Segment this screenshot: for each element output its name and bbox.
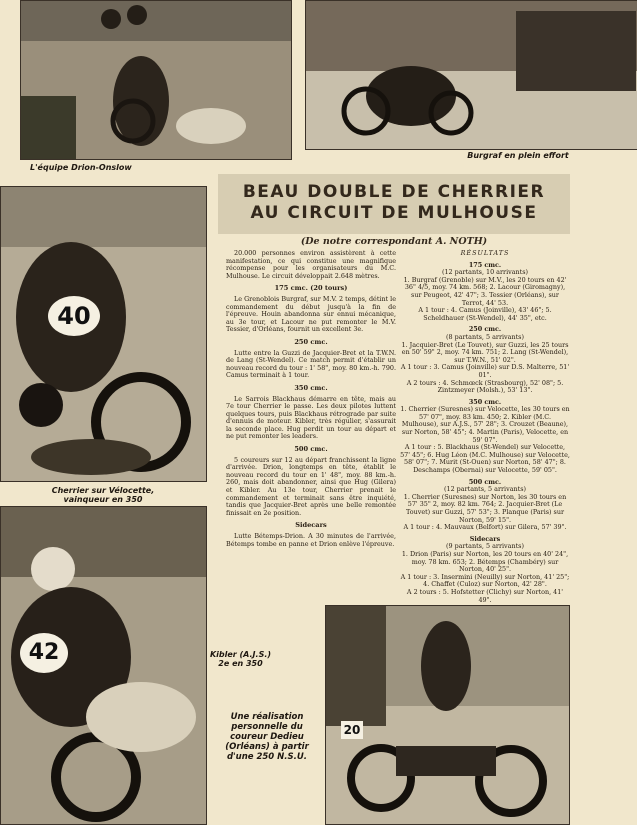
results-line: 1. Cherrier (Suresnes) sur Norton, les 30 tours en 57' 35" 2, moy. 82 km. 764; 2. Jacquier-Bret (Le Touvet) sur Guzzi, 57' 53"; 3. Planque (Paris) sur Norton, 59' 15". (403, 492, 567, 524)
results-class-heading: 500 cmc. (468, 477, 502, 486)
results-line: A 2 tours : 4. Schmœck (Strasbourg), 52' 08"; 5. Zintzmeyer (Molsh.), 53' 13". (406, 378, 564, 395)
paragraph-350: Le Sarrois Blackhaus démarre en tête, mais au 7e tour Cherrier le passe. Les deux pilotes luttent quelques tours, puis Blackhaus rétrograde par suite d'ennuis de moteur. Kibler, très régulier, s'assurait la seconde place. Hug perdit un tour au départ et ne put remonter les leaders. (226, 394, 396, 441)
results-line: 1. Burgraf (Grenoble) sur M.V., les 20 tours en 42' 36" 4/5, moy. 74 km. 568; 2. Lacour (Giromagny), sur Peugeot, 42' 47"; 3. Tessier (Orléans), sur Terrot, 44' 53. (403, 275, 567, 307)
heading-500: 500 cmc. (294, 445, 328, 454)
results-line: A 1 tour : 3. Camus (Joinville) sur D.S. Malterre, 51' 01". (400, 363, 570, 379)
caption-burgraf: Burgraf en plein effort (467, 151, 569, 160)
caption-cherrier-1: Cherrier sur Vélocette, (51, 486, 155, 495)
race-number-42: 42 (20, 633, 68, 673)
results-line: (8 partants, 5 arrivants) (446, 332, 524, 341)
race-number-40: 40 (48, 296, 100, 336)
article-body (226, 250, 396, 553)
results-line: A 1 tour : 5. Blackhaus (St-Wendel) sur Velocette, 57' 45"; 6. Hug Léon (M.C. Mulhouse) sur Velocette, 58' 07"; 7. Murit (St-Ouen) sur Norton, 58' 47"; 8. Deschamps (Obernai) sur Velocette, 59' 05". (400, 443, 570, 475)
caption-dedieu-line: (Orléans) à partir (225, 742, 309, 752)
caption-drion-onslow: L'équipe Drion-Onslow (30, 163, 132, 172)
heading-175: 175 cmc. (20 tours) (274, 284, 348, 293)
article-title (218, 174, 570, 234)
heading-350: 350 cmc. (294, 383, 328, 392)
caption-cherrier-2: vainqueur en 350 (63, 495, 143, 504)
caption-dedieu (218, 712, 316, 762)
results-class-heading: 250 cmc. (468, 325, 502, 334)
results-line: A 1 tour : 4. Camus (Joinville), 43' 46"; 5. Scheldhauer (St-Wendel), 44' 35", etc. (418, 306, 552, 322)
caption-dedieu-line: personnelle du (231, 722, 303, 732)
results-list (400, 262, 570, 605)
results-line: (9 partants, 5 arrivants) (446, 542, 524, 551)
photo-drion-onslow (20, 0, 292, 160)
paragraph-sidecars: Lutte Bétemps-Drion. A 30 minutes de l'arrivée, Bétemps tombe en panne et Drion enlève l'épreuve. (226, 532, 396, 548)
caption-dedieu-line: coureur Dedieu (230, 732, 304, 742)
title-line-2: AU CIRCUIT DE MULHOUSE (250, 203, 538, 223)
photo-cherrier (0, 186, 207, 482)
caption-dedieu-line: Une réalisation (230, 712, 304, 722)
paragraph-250: Lutte entre la Guzzi de Jacquier-Bret et la T.W.N. de Lang (St-Wendel). Ce match permit d'établir un nouveau record du tour : 1' 58", moy. 80 km.-h. 790. Camus terminait à 1 tour. (226, 348, 396, 380)
results-line: (12 partants, 5 arrivants) (444, 485, 526, 494)
results-heading: RÉSULTATS (460, 249, 510, 257)
paragraph-175: Le Grenoblois Burgraf, sur M.V. 2 temps, détint le commandement du début jusqu'à la fin de l'épreuve. Houin abandonna sur ennui mécanique, au 3e tour, et Lacour ne put remonter le M.V. Tessier, d'Orléans, fournit un excellent 3e. (226, 294, 396, 334)
paragraph-500: 5 coureurs sur 12 au départ franchissent la ligne d'arrivée. Drion, longtemps en tête, établit le nouveau record du tour en 1' 48", moy. 88 km.-h. 260, mais doit abandonner, ainsi que Hug (Gilera) et Kibler. Au 13e tour, Cherrier prenait le commandement et terminait sans être inquiété, tandis que Jacquier-Bret après une belle remontée finissait en 2e position. (226, 455, 396, 517)
results-column (400, 250, 570, 604)
heading-250: 250 cmc. (294, 337, 328, 346)
article-subtitle: (De notre correspondant A. NOTH) (300, 236, 488, 247)
results-class-heading: 175 cmc. (468, 260, 502, 269)
photo-dedieu-nsu (325, 605, 570, 825)
caption-kibler-2: 2e en 350 (218, 659, 263, 668)
race-number-20: 20 (341, 721, 363, 739)
results-class-heading: 350 cmc. (468, 397, 502, 406)
results-line: (12 partants, 10 arrivants) (441, 268, 529, 277)
caption-kibler-1: Kibler (A.J.S.) (209, 650, 272, 659)
title-line-1: BEAU DOUBLE DE CHERRIER (242, 182, 546, 202)
results-line: A 1 tour : 4. Mauvaux (Belfort) sur Gilera, 57' 39". (403, 523, 567, 532)
results-line: A 1 tour : 3. Insermini (Neuilly) sur Norton, 41' 25"; 4. Chaffet (Culoz) sur Norton, 42' 28". (400, 572, 570, 589)
results-line: 1. Drion (Paris) sur Norton, les 20 tours en 40' 24", moy. 78 km. 653; 2. Bétemps (Chambéry) sur Norton, 40' 25". (401, 549, 569, 574)
results-class-heading: Sidecars (469, 534, 501, 543)
intro-paragraph: 20.000 personnes environ assistèrent à cette manifestation, ce qui constitue une magnifique récompense pour les organisateurs du M.C. Mulhouse. Le circuit développait 2.648 mètres. (226, 249, 396, 280)
heading-sidecars: Sidecars (295, 521, 327, 530)
results-line: 1. Jacquier-Bret (Le Touvet), sur Guzzi, les 25 tours en 50' 59" 2, moy. 74 km. 751; 2. Lang (St-Wendel), sur T.W.N., 51' 02". (401, 340, 569, 364)
results-line: 1. Cherrier (Suresnes) sur Velocette, les 30 tours en 57' 07", moy. 83 km. 450; 2. Kibler (M.C. Mulhouse), sur A.J.S., 57' 28"; 3. Crouzet (Beaune), sur Norton, 58' 45"; 4. Martin (Paris), Velocette, en 59' 07". (400, 405, 570, 444)
results-line: A 2 tours : 5. Hofstetter (Clichy) sur Norton, 41' 49". (406, 587, 564, 604)
caption-dedieu-line: d'une 250 N.S.U. (226, 752, 308, 762)
photo-burgraf (305, 0, 637, 150)
